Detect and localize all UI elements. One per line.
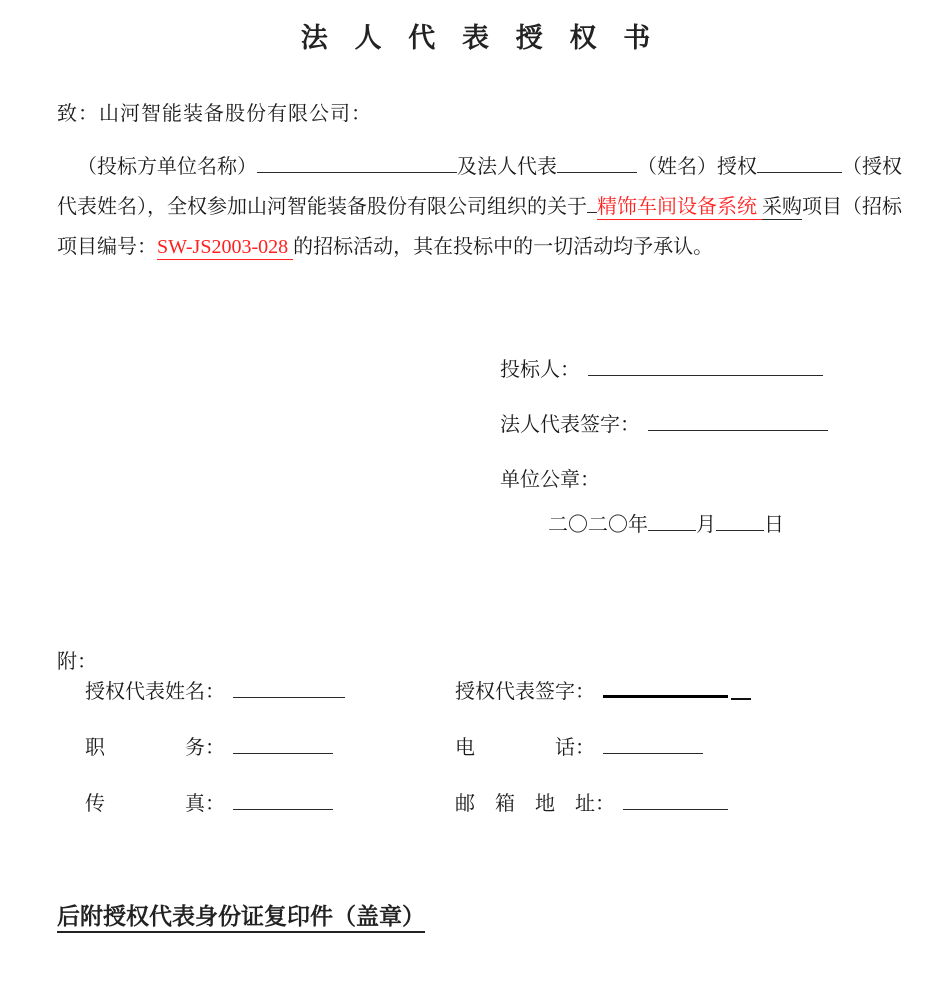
position-blank [233, 734, 333, 754]
document-title: 法 人 代 表 授 权 书 [300, 23, 661, 53]
legal-rep-sign-blank [648, 411, 828, 431]
company-seal-line [500, 463, 600, 492]
line1-text-3: （姓名）授权 [637, 156, 757, 178]
legal-rep-name-blank [557, 153, 637, 173]
date-line [548, 508, 784, 537]
attachment-row-2 [85, 728, 905, 768]
rep-name-blank [233, 678, 345, 698]
date-month: 月 [696, 514, 716, 536]
project-name-lead-underline [587, 193, 597, 213]
phone-cell [455, 728, 905, 768]
rep-name-cell [85, 672, 455, 712]
rep-name-label: 授权代表姓名： [85, 681, 225, 703]
bidder-label: 投标人： [500, 359, 580, 381]
phone-blank [603, 734, 703, 754]
position-label: 职 务： [85, 737, 225, 759]
line3-text-2: 的招标活动，其在投标中的一切活动均予承认。 [293, 236, 714, 258]
rep-sign-cell [455, 672, 905, 712]
attachment-row-3 [85, 784, 905, 824]
legal-rep-signature-line [500, 408, 828, 437]
rep-sign-blank [603, 676, 728, 698]
authorized-rep-blank [757, 153, 842, 173]
project-name-highlight: 精饰车间设备系统 [597, 196, 762, 218]
email-blank [623, 790, 728, 810]
line1-text-4: （授权 [842, 156, 902, 178]
line2-text-2: 项目（招标 [802, 196, 902, 218]
date-day: 日 [764, 514, 784, 536]
attachment-rows [85, 672, 905, 840]
bidder-line [500, 353, 823, 382]
line1-text-2: 及法人代表 [457, 156, 557, 178]
bidder-blank [588, 356, 823, 376]
rep-sign-dash [731, 679, 751, 700]
line1-text-1: （投标方单位名称） [77, 156, 257, 178]
day-blank [716, 511, 764, 531]
line3-text-1: 项目编号： [57, 236, 157, 258]
procurement-underlined: 采购 [762, 196, 802, 218]
phone-label: 电 话： [455, 737, 595, 759]
body-paragraph [57, 147, 927, 267]
seal-label: 单位公章： [500, 469, 600, 491]
footer-note [57, 898, 425, 931]
footer-note-text: 后附授权代表身份证复印件（盖章） [57, 904, 425, 933]
attachment-row-1 [85, 672, 905, 712]
month-blank [648, 511, 696, 531]
email-cell [455, 784, 905, 824]
fax-label: 传 真： [85, 793, 225, 815]
rep-sign-label: 授权代表签字： [455, 681, 595, 703]
fax-cell [85, 784, 455, 824]
position-cell [85, 728, 455, 768]
fax-blank [233, 790, 333, 810]
email-label: 邮 箱 地 址： [455, 793, 615, 815]
paragraph-line-1 [57, 147, 927, 187]
attachment-heading: 附： [57, 651, 97, 673]
addressee-line: 致：山河智能装备股份有限公司： [57, 103, 372, 125]
paragraph-line-2 [57, 187, 927, 227]
legal-rep-sign-label: 法人代表签字： [500, 414, 640, 436]
company-name-blank [257, 153, 457, 173]
project-number-highlight: SW-JS2003-028 [157, 236, 294, 258]
paragraph-line-3 [57, 227, 927, 267]
line2-text-1: 代表姓名），全权参加山河智能装备股份有限公司组织的关于 [57, 196, 587, 218]
date-year: 二〇二〇年 [548, 514, 648, 536]
